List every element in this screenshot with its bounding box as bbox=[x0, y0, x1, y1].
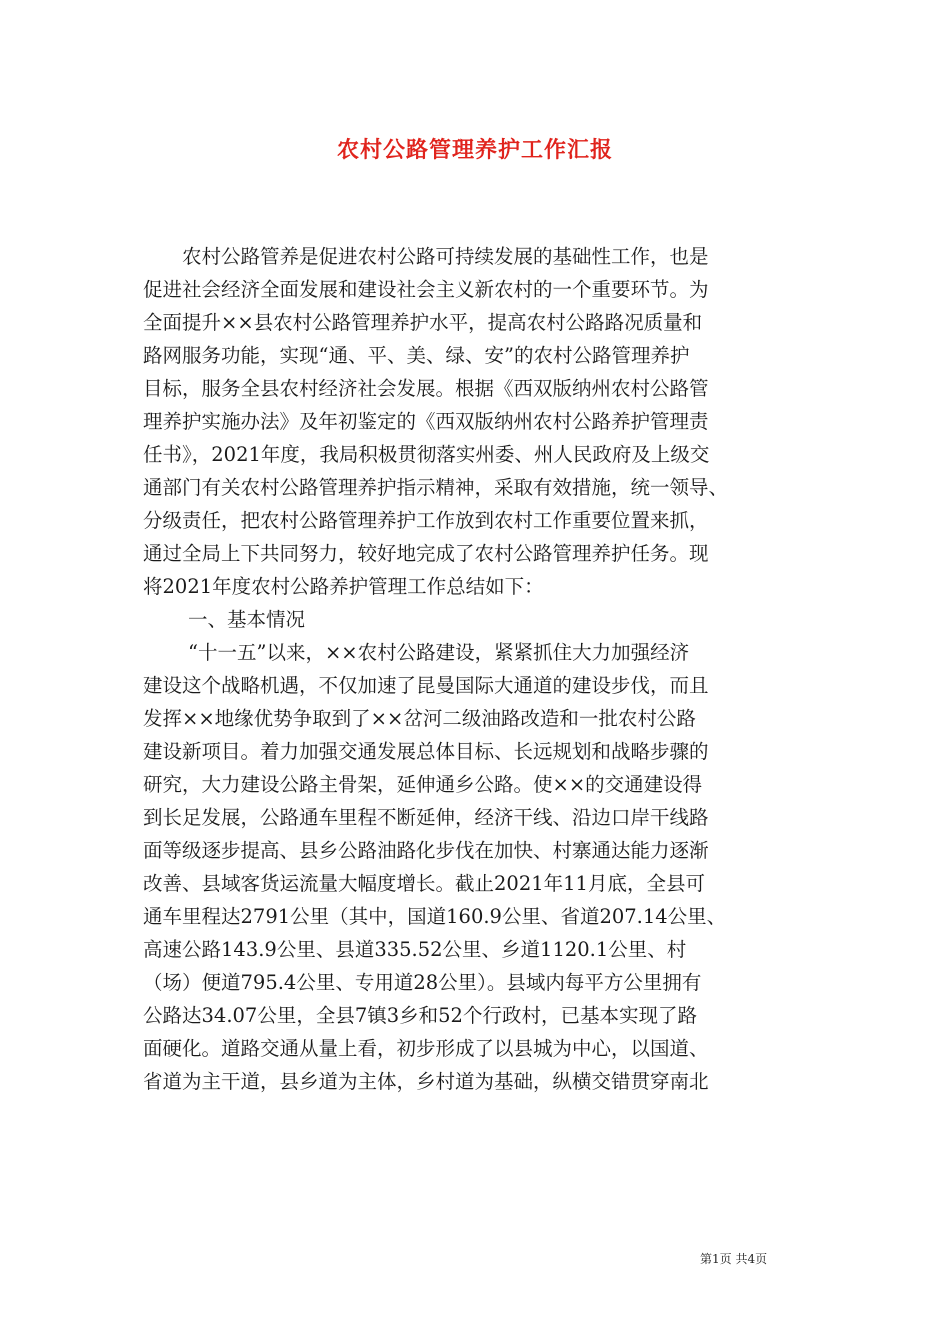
paragraph-line: 通部门有关农村公路管理养护指示精神，采取有效措施，统一领导、 bbox=[143, 476, 729, 499]
paragraph-line: 将2021年度农村公路养护管理工作总结如下： bbox=[143, 575, 544, 598]
section-heading: 一、基本情况 bbox=[188, 608, 306, 631]
paragraph-line: 路网服务功能，实现“通、平、美、绿、安”的农村公路管理养护 bbox=[143, 344, 690, 367]
paragraph-line: 公路达34.07公里，全县7镇3乡和52个行政村，已基本实现了路 bbox=[143, 1004, 697, 1027]
paragraph-line: 农村公路管养是促进农村公路可持续发展的基础性工作，也是 bbox=[182, 245, 709, 268]
paragraph-line: 任书》，2021年度，我局积极贯彻落实州委、州人民政府及上级交 bbox=[143, 443, 710, 466]
paragraph-line: 通过全局上下共同努力，较好地完成了农村公路管理养护任务。现 bbox=[143, 542, 709, 565]
paragraph-line: 通车里程达2791公里（其中，国道160.9公里、省道207.14公里、 bbox=[143, 905, 727, 928]
paragraph-line: 改善、县域客货运流量大幅度增长。截止2021年11月底，全县可 bbox=[143, 872, 705, 895]
paragraph-line: 到长足发展，公路通车里程不断延伸，经济干线、沿边口岸干线路 bbox=[143, 806, 709, 829]
paragraph-line: 理养护实施办法》及年初鉴定的《西双版纳州农村公路养护管理责 bbox=[143, 410, 709, 433]
paragraph-line: “十一五”以来，××农村公路建设，紧紧抓住大力加强经济 bbox=[188, 641, 690, 664]
paragraph-line: 目标，服务全县农村经济社会发展。根据《西双版纳州农村公路管 bbox=[143, 377, 709, 400]
paragraph-line: （场）便道795.4公里、专用道28公里）。县域内每平方公里拥有 bbox=[143, 971, 702, 994]
paragraph-line: 面等级逐步提高、县乡公路油路化步伐在加快、村寨通达能力逐渐 bbox=[143, 839, 709, 862]
paragraph-line: 建设新项目。着力加强交通发展总体目标、长远规划和战略步骤的 bbox=[143, 740, 709, 763]
paragraph-line: 全面提升××县农村公路管理养护水平，提高农村公路路况质量和 bbox=[143, 311, 703, 334]
paragraph-line: 面硬化。道路交通从量上看，初步形成了以县城为中心，以国道、 bbox=[143, 1037, 709, 1060]
paragraph-line: 促进社会经济全面发展和建设社会主义新农村的一个重要环节。为 bbox=[143, 278, 709, 301]
document-title: 农村公路管理养护工作汇报 bbox=[336, 137, 613, 163]
paragraph-line: 发挥××地缘优势争取到了××岔河二级油路改造和一批农村公路 bbox=[143, 707, 696, 730]
paragraph-line: 高速公路143.9公里、县道335.52公里、乡道1120.1公里、村 bbox=[143, 938, 687, 961]
paragraph-line: 建设这个战略机遇，不仅加速了昆曼国际大通道的建设步伐，而且 bbox=[143, 674, 709, 697]
paragraph-line: 分级责任，把农村公路管理养护工作放到农村工作重要位置来抓， bbox=[143, 509, 709, 532]
paragraph-line: 省道为主干道，县乡道为主体，乡村道为基础，纵横交错贯穿南北 bbox=[143, 1070, 709, 1093]
page-number-footer: 第1页 共4页 bbox=[700, 1252, 768, 1266]
document-body bbox=[143, 240, 805, 1098]
paragraph-line: 研究，大力建设公路主骨架，延伸通乡公路。使××的交通建设得 bbox=[143, 773, 703, 796]
